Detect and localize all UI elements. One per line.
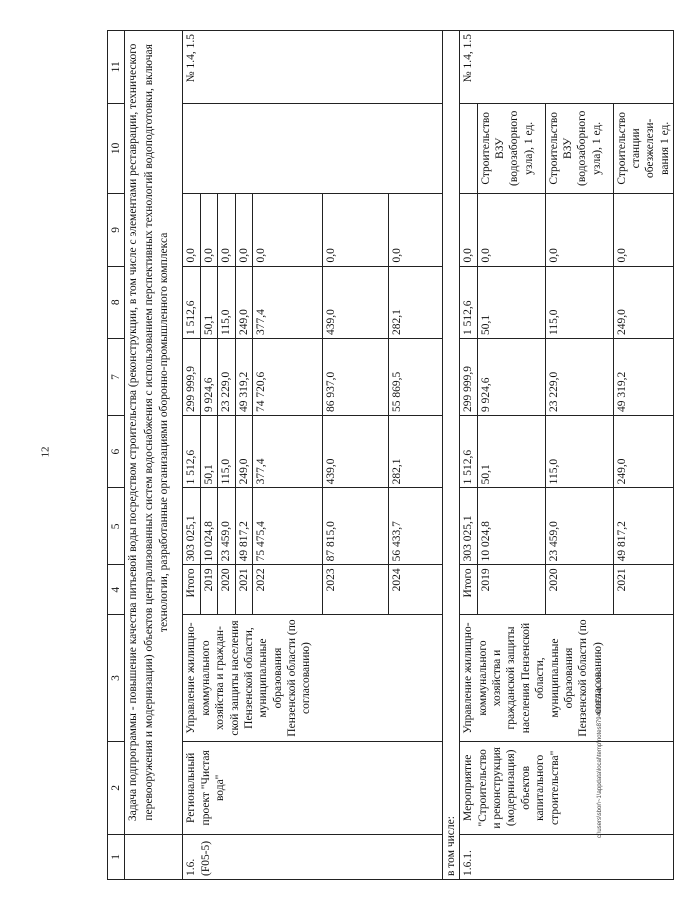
table-row: 2020 23 459,0 115,0 23 229,0 115,0 0,0 [218,31,235,880]
table-row: 2019 10 024,8 50,1 9 924,6 50,1 0,0 [200,31,217,880]
col-num-9: 9 [108,194,125,266]
col-num-3: 3 [108,615,125,742]
measure-name: Мероприятие "Строительство и реконструкция (модернизация) объектов капитального строительства" [460,741,674,834]
table-row: 2023 87 815,0 439,0 86 937,0 439,0 0,0 [322,31,388,880]
measure-indicator: № 1.4, 1.5 [460,31,674,104]
table-row: 2021 49 817,2 249,0 49 319,2 249,0 0,0 [235,31,252,880]
table-row: 2022 75 475,4 377,4 74 720,6 377,4 0,0 [252,31,322,880]
col-num-4: 4 [108,565,125,615]
column-number-row [108,31,125,880]
table-row: 2021 49 817,2 249,0 49 319,2 249,0 0,0 Строительство станции обезжелези-вания 1 ед. [613,31,674,880]
task-row [125,31,183,880]
col-num-5: 5 [108,488,125,565]
including-row [442,31,459,880]
col-num-1: 1 [108,834,125,879]
including-label: в том числе: [442,31,459,880]
table-row: 1.6. (F05-5) Региональный проект "Чистая вода" Управление жилищно-коммунального хозяйства и граждан-ской защиты населения Пензенской области, муниципальные образования Пензенской области (по согласованию) Итого 303 025,1 1 512,6 299 999,9 1 512,6 0,0 № 1.4, 1.5 [183,31,200,880]
measure-executor: Управление жилищно-коммунального хозяйства и гражданской защиты населения Пензенской области, муниципальные образования Пензенской области (по согласованию) [460,615,674,742]
col-num-10: 10 [108,103,125,194]
col-num-11: 11 [108,31,125,104]
table-row: 2020 23 459,0 115,0 23 229,0 115,0 0,0 Строительство ВЗУ (водозаборного узла), 1 ед. [545,31,613,880]
col-num-2: 2 [108,741,125,834]
project-name: Региональный проект "Чистая вода" [183,741,443,834]
measure-number: 1.6.1. [460,834,674,879]
table-row: 1.6.1. Мероприятие "Строительство и реконструкция (модернизация) объектов капитального строительства" Управление жилищно-коммунального хозяйства и гражданской защиты населения Пензенской области, муниципальные образования Пензенской области (по согласованию) Итого 303 025,1 1 512,6 299 999,9 1 512,6 0,0 № 1.4, 1.5 [460,31,477,880]
file-path-footer: c:\users\sbor\~1\appdata\local\temp\notes879440\555-ap.docx [597,671,603,838]
col-num-7: 7 [108,338,125,415]
program-table [107,30,674,880]
project-number: 1.6. (F05-5) [183,834,443,879]
table-row: 2019 10 024,8 50,1 9 924,6 50,1 0,0 Строительство ВЗУ (водозаборного узла), 1 ед. [477,31,545,880]
project-indicator: № 1.4, 1.5 [183,31,443,104]
page-number: 12 [39,446,52,458]
col-num-6: 6 [108,415,125,487]
project-executor: Управление жилищно-коммунального хозяйства и граждан-ской защиты населения Пензенской области, муниципальные образования Пензенской области (по согласованию) [183,615,443,742]
col-num-8: 8 [108,266,125,338]
task-text: Задача подпрограммы - повышение качества питьевой воды посредством строительства (реконструкции, в том числе с элементами реставрации, технического перевооружения и модернизации) объектов централизованных систем водоснабжения с использованием перспективных технологий водоподготовки, включая технологии, разработанные организациями оборонно-промышленного комплекса [125,31,183,835]
table-row: 2024 56 433,7 282,1 55 869,5 282,1 0,0 [388,31,442,880]
